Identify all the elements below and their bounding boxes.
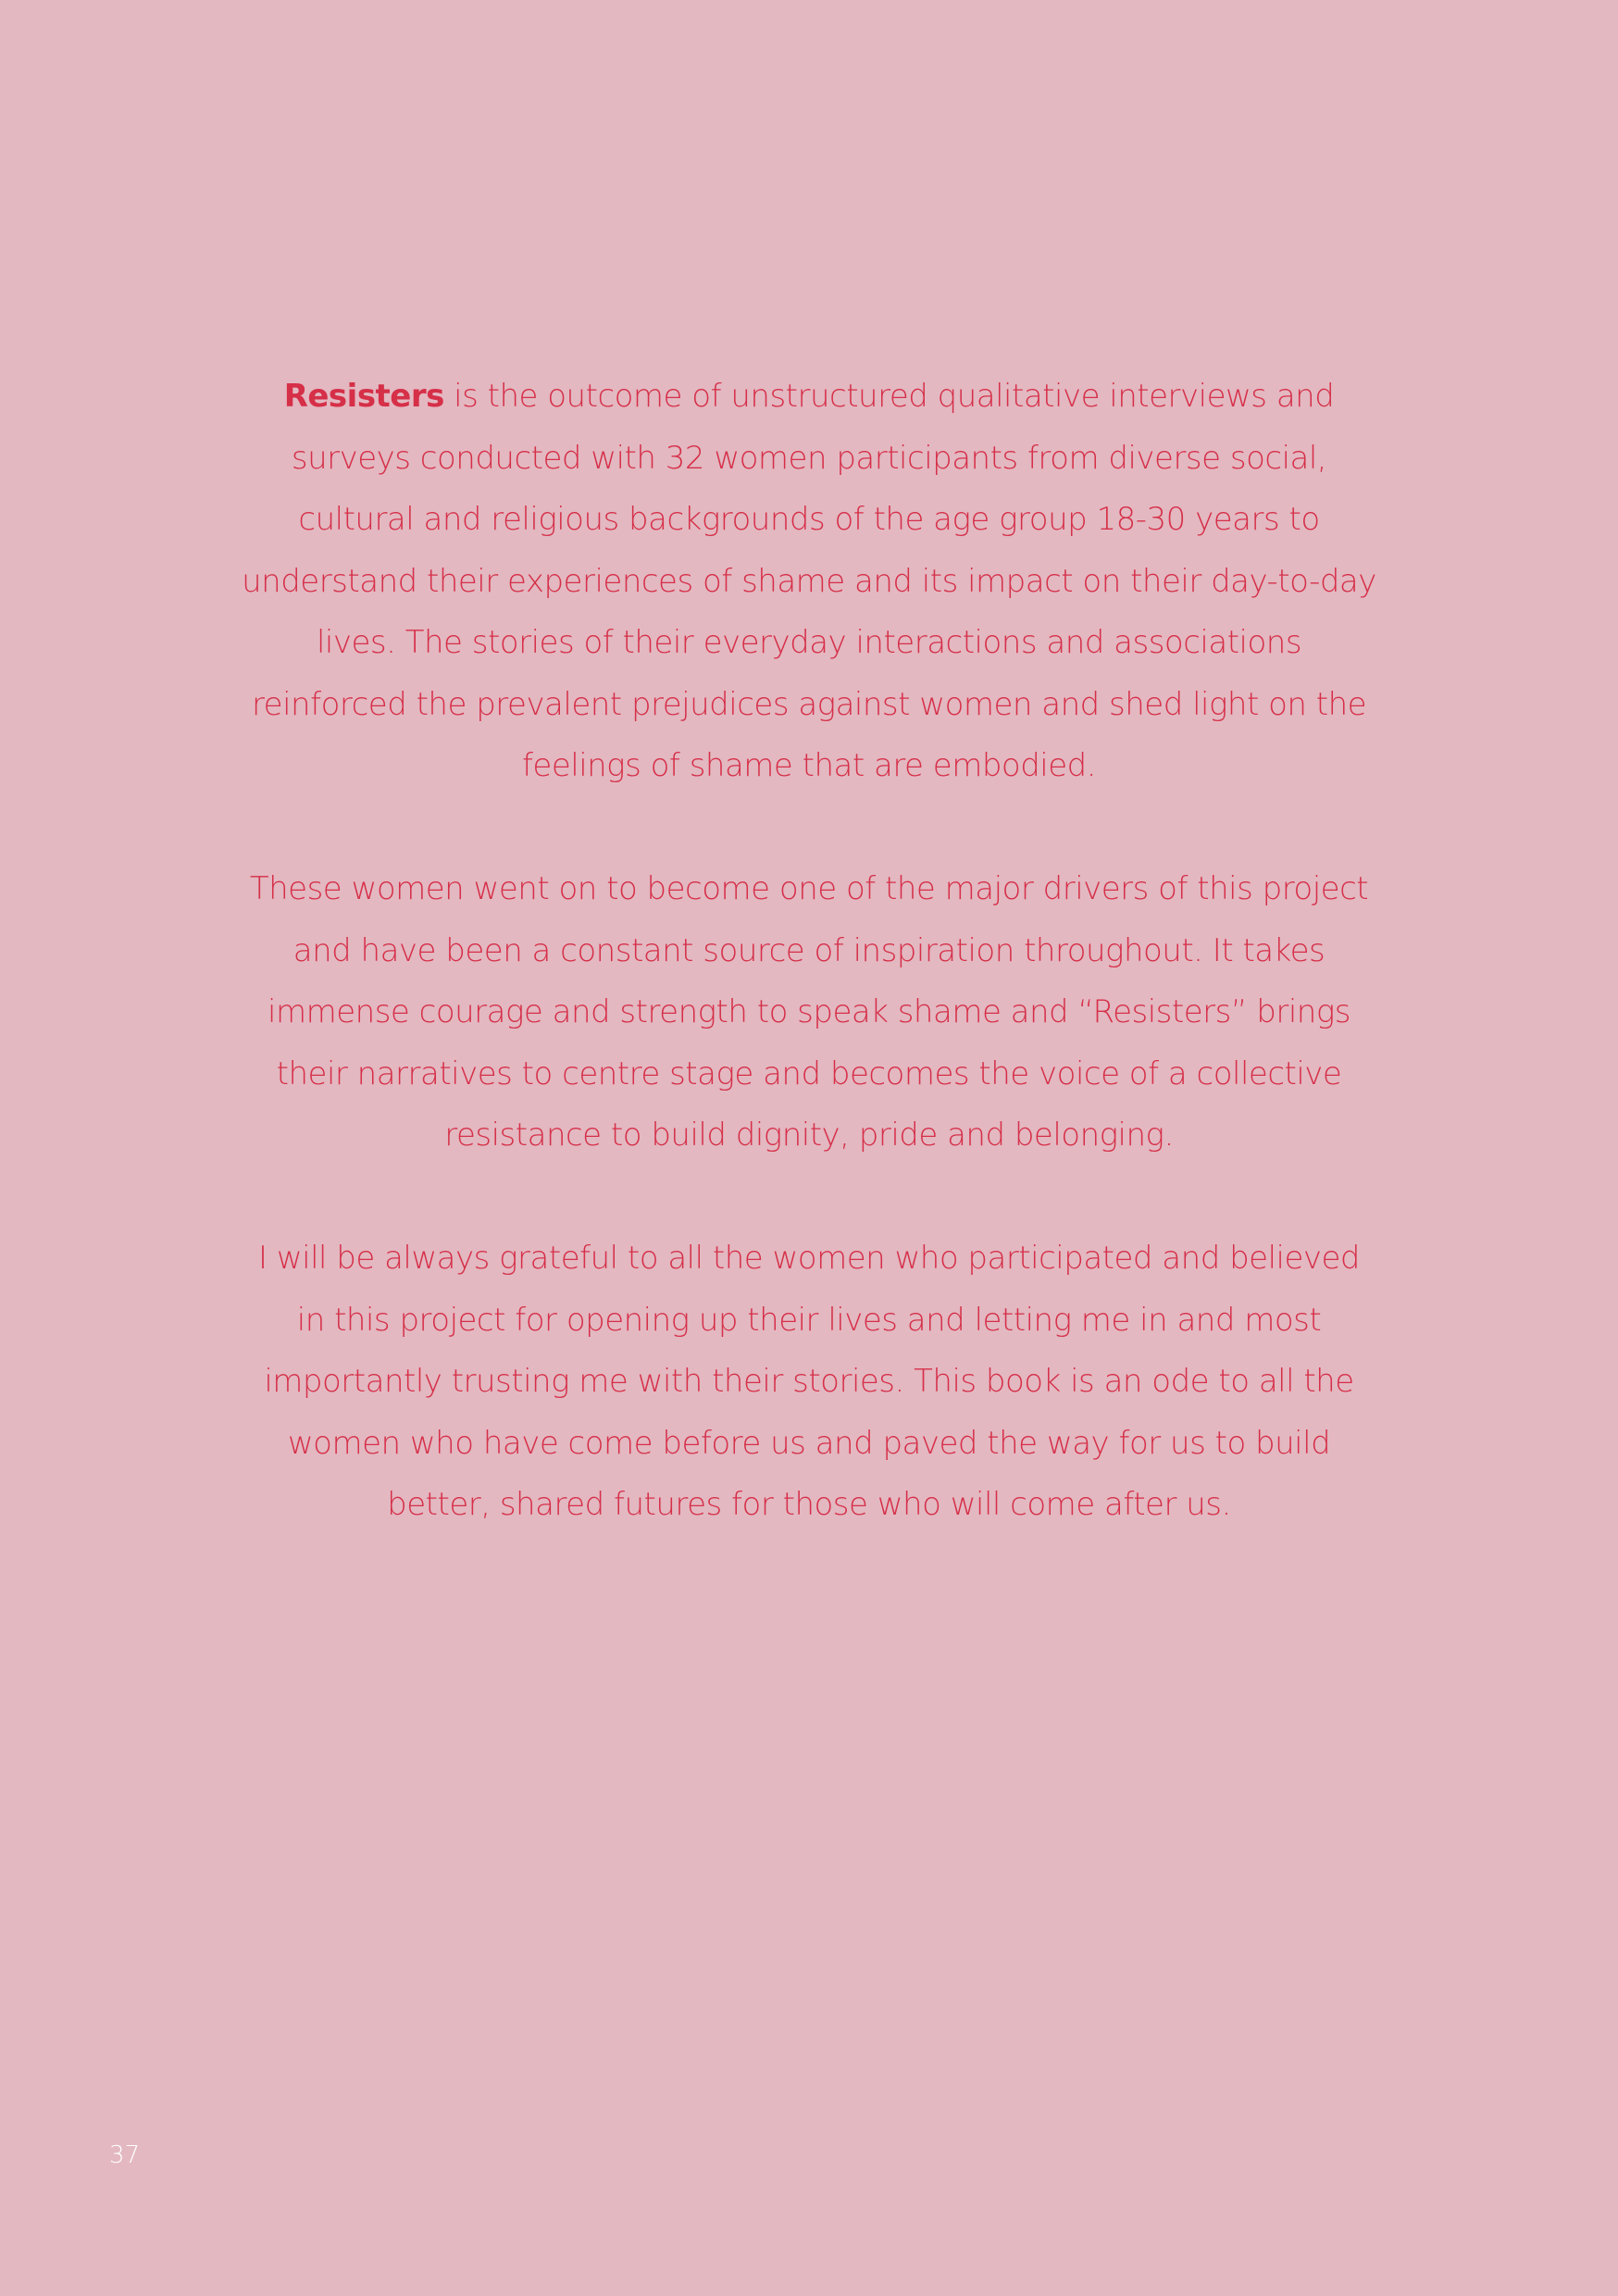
paragraph-1-text: is the outcome of unstructured qualitative interviews and surveys conducted with 32 women participants from diverse social, cultural and religious backgrounds of the age group 18-30 years to understand their experiences of shame and its impact on their day-to-day lives. The stories of their everyday interactions and associations reinforced the prevalent prejudices against women and shed light on the feelings of shame that are embodied. (242, 378, 1376, 784)
page-number: 37 (109, 2141, 141, 2169)
paragraph-1 (241, 366, 1377, 797)
body-text (241, 366, 1377, 1536)
paragraph-2: These women went on to become one of the major drivers of this project and have been a constant source of inspiration throughout. It takes immense courage and strength to speak shame and “Resisters” brings their narratives to centre stage and becomes the voice of a collective resistance to build dignity, pride and belonging. (249, 870, 1369, 1154)
paragraph-1-lead: Resisters (283, 378, 444, 415)
paragraph-3: I will be always grateful to all the women who participated and believed in this project for opening up their lives and letting me in and most importantly trusting me with their stories. This book is an ode to all the women who have come before us and paved the way for us to build better, shared futures for those who will come after us. (257, 1240, 1361, 1523)
